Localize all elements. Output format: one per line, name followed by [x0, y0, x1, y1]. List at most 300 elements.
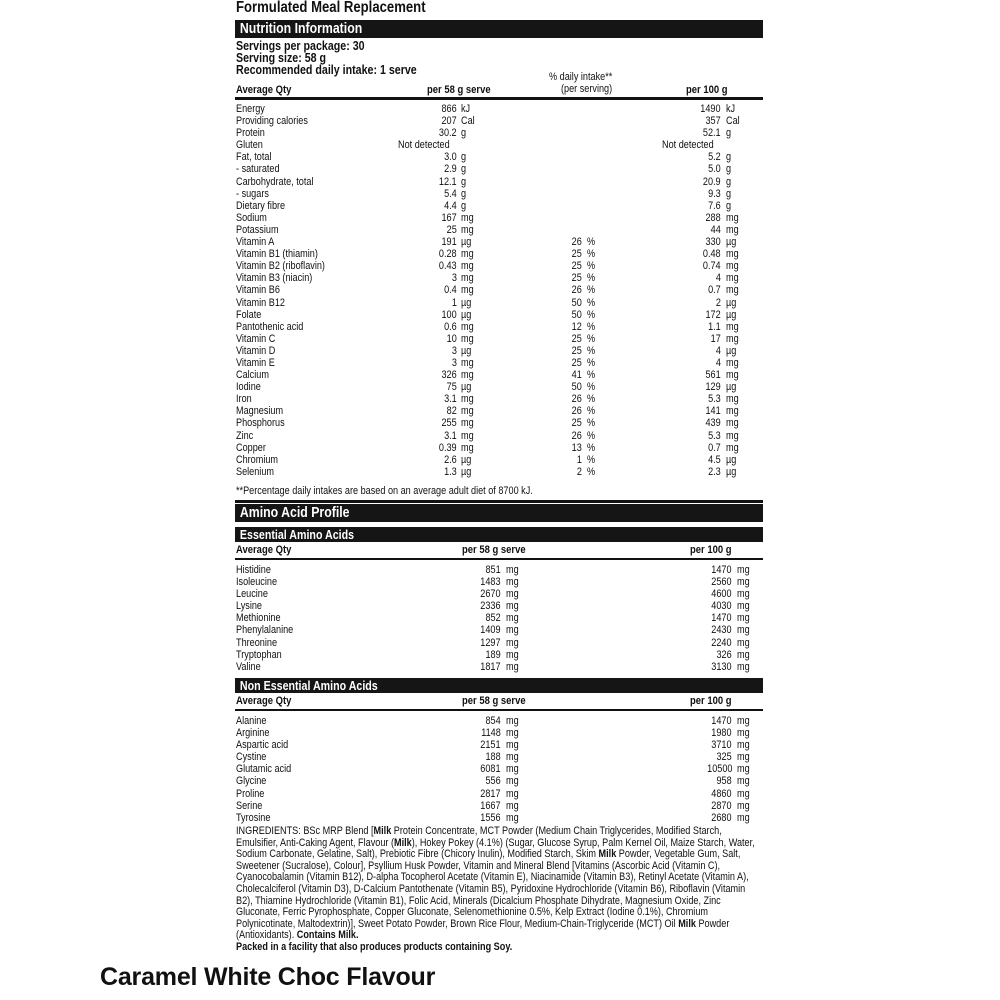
- daily-intake-unit: %: [587, 248, 596, 261]
- per-100g-value: 1.1: [708, 320, 721, 333]
- per-100g-unit: mg: [737, 648, 750, 661]
- table-row: [235, 381, 763, 393]
- per-serve-unit: mg: [506, 624, 519, 637]
- per-100g-value: 1470: [711, 564, 732, 576]
- table-row: [235, 188, 763, 200]
- table-row: [235, 248, 763, 260]
- table-row: [235, 564, 763, 576]
- table-row: [235, 739, 763, 751]
- per-serve-value: 255: [441, 417, 457, 430]
- per-serve-value: 1148: [481, 727, 501, 740]
- per-100g-unit: µg: [726, 344, 737, 357]
- table-row: [235, 103, 763, 115]
- section-rule: [235, 500, 763, 503]
- daily-intake-value: 26: [571, 284, 582, 297]
- per-100g-unit: g: [726, 163, 732, 176]
- per-serve-value: 30.2: [439, 127, 457, 140]
- per-100g-value: 7.6: [708, 199, 721, 212]
- nutrient-name: Pantothenic acid: [236, 320, 304, 333]
- per-serve-value: 3: [451, 272, 457, 285]
- nonessential-amino-bar: [235, 678, 763, 693]
- per-serve-unit: mg: [461, 417, 474, 430]
- per-serve-value: 1667: [480, 799, 501, 812]
- nutrient-name: Vitamin D: [236, 344, 276, 357]
- per-100g-unit: mg: [737, 763, 750, 776]
- per-serve-unit: mg: [461, 272, 474, 285]
- per-100g-unit: mg: [726, 405, 739, 418]
- per-serve-unit: µg: [461, 236, 472, 249]
- table-row: [235, 417, 763, 429]
- per-100g-value: 958: [716, 775, 732, 788]
- per-serve-unit: mg: [461, 356, 474, 369]
- per-100g-value: 288: [705, 211, 721, 224]
- daily-intake-value: 50: [571, 308, 582, 321]
- per-100g-value: 20.9: [703, 175, 721, 188]
- per-100g-value: 2240: [711, 636, 732, 649]
- per-serve-value: 4.4: [444, 199, 457, 212]
- per-100g-unit: µg: [726, 236, 737, 249]
- table-row: [235, 272, 763, 284]
- per-100g-unit: mg: [737, 811, 750, 824]
- per-serve-value: 3.1: [444, 429, 457, 442]
- amino-name: Alanine: [236, 715, 267, 727]
- daily-intake-value: 25: [571, 260, 582, 273]
- col-average-qty: Average Qty: [236, 695, 292, 707]
- per-100g-unit: mg: [737, 564, 750, 576]
- table-row: [235, 333, 763, 345]
- ingredients-text: [236, 826, 762, 954]
- per-serve-value: 1817: [480, 660, 501, 673]
- table-row: [235, 127, 763, 139]
- per-serve-unit: mg: [461, 284, 474, 297]
- per-100g-unit: g: [726, 127, 732, 140]
- per-serve-unit: µg: [461, 308, 472, 321]
- amino-name: Methionine: [236, 612, 281, 625]
- per-100g-value: 0.7: [708, 284, 721, 297]
- per-100g-value: 1470: [711, 715, 732, 727]
- daily-intake-unit: %: [587, 260, 596, 273]
- per-serve-value: 12.1: [439, 175, 457, 188]
- essential-amino-table: [235, 564, 763, 673]
- per-100g-value: 52.1: [703, 127, 721, 140]
- per-100g-value: 439: [705, 417, 721, 430]
- col-daily-intake: % daily intake**: [549, 71, 613, 83]
- per-serve-unit: mg: [506, 564, 519, 576]
- nutrient-name: - saturated: [236, 163, 280, 176]
- essential-title: Essential Amino Acids: [239, 527, 355, 542]
- allergen-text: Milk: [393, 836, 412, 849]
- per-100g-value: 10500: [706, 763, 732, 776]
- table-row: [235, 612, 763, 624]
- daily-intake-value: 13: [571, 441, 582, 454]
- per-100g-value: 4.5: [708, 453, 721, 466]
- per-100g-unit: mg: [726, 284, 739, 297]
- daily-intake-value: 26: [571, 393, 582, 406]
- table-row: [235, 624, 763, 636]
- nutrient-name: Magnesium: [236, 405, 284, 418]
- per-100g-unit: g: [726, 187, 732, 200]
- per-100g-value: 129: [705, 381, 721, 394]
- nutrient-name: Zinc: [236, 429, 254, 442]
- per-100g-value: 4030: [711, 600, 732, 613]
- nutrient-name: Potassium: [236, 223, 279, 236]
- per-100g-unit: g: [726, 151, 732, 164]
- flavour-title: Caramel White Choc Flavour: [100, 963, 436, 991]
- col-daily-sub: (per serving): [561, 83, 613, 95]
- per-100g-value: 325: [716, 751, 732, 764]
- per-serve-value: 1: [451, 296, 457, 309]
- per-100g-unit: mg: [726, 369, 739, 382]
- per-100g-value: 4860: [711, 787, 732, 800]
- essential-column-header: [235, 544, 763, 558]
- per-100g-value: 2.3: [708, 465, 721, 478]
- per-100g-unit: mg: [726, 248, 739, 261]
- allergen-text: Milk: [598, 848, 617, 861]
- nutrient-name: Carbohydrate, total: [236, 175, 314, 188]
- nonessential-column-header: [235, 695, 763, 709]
- per-100g-unit: mg: [726, 429, 739, 442]
- per-serve-value: 866: [441, 103, 457, 115]
- per-serve-value: 854: [485, 715, 501, 727]
- table-row: [235, 236, 763, 248]
- per-100g-value: Not detected: [662, 139, 714, 152]
- table-row: [235, 284, 763, 296]
- per-serve-value: 6081: [480, 763, 501, 776]
- per-100g-unit: mg: [737, 600, 750, 613]
- per-serve-value: 82: [446, 405, 457, 418]
- per-serve-value: 0.6: [444, 320, 457, 333]
- amino-name: Tryptophan: [236, 648, 282, 661]
- per-100g-unit: mg: [726, 332, 739, 345]
- per-100g-unit: µg: [726, 296, 737, 309]
- nutrition-title: Nutrition Information: [239, 20, 363, 37]
- per-serve-unit: g: [461, 187, 467, 200]
- nutrient-name: Providing calories: [236, 115, 308, 128]
- per-100g-unit: mg: [737, 775, 750, 788]
- per-serve-value: 852: [485, 612, 501, 625]
- per-100g-unit: µg: [726, 308, 737, 321]
- per-serve-unit: mg: [461, 369, 474, 382]
- nutrition-column-header: [235, 84, 763, 98]
- per-100g-value: 326: [716, 648, 732, 661]
- per-serve-unit: µg: [461, 344, 472, 357]
- amino-name: Histidine: [236, 564, 271, 576]
- nutrient-name: Copper: [236, 441, 266, 454]
- per-serve-unit: mg: [506, 715, 519, 727]
- per-serve-value: 1.3: [444, 465, 457, 478]
- header-rule: [235, 97, 763, 100]
- nonessential-amino-table: [235, 715, 763, 824]
- per-100g-value: 2560: [711, 576, 732, 589]
- per-serve-value: 0.28: [439, 248, 457, 261]
- daily-intake-unit: %: [587, 308, 596, 321]
- table-row: [235, 588, 763, 600]
- per-100g-unit: kJ: [726, 103, 736, 115]
- nutrient-name: Vitamin B6: [236, 284, 280, 297]
- ingredient-text: Powder, Vegetable Gum, Salt, Sweetener (Sucralose), Colour], Psyllium Husk Powder, Vitamin and Mineral Blend [Vitamins (Ascorbic Acid (Vitamin C), Cyanocobalamin (Vitamin B12), D-alpha Tocopherol Acetate (Vitamin E), Niacinamide (Vitamin B3), Retinyl Acetate (Vitamin A), Cholecalciferol (Vitamin D3), D-Calcium Pantothenate (Vitamin B5), Pyridoxine Hydrochloride (Vitamin B6), Riboflavin (Vitamin B2), Thiamine Hydrochloride (Vitamin B1), Folic Acid, Minerals (Dicalcium Phosphate Dihydrate, Magnesium Oxide, Zinc Gluconate, Ferric Pyrophosphate, Copper Gluconate, Selenomethionine 0.5%, Kelp Extract (Iodine 0.1%), Chromium Polynicotinate, Maltodextrin)], Sweet Potato Powder, Brown Rice Flour, Medium-Chain-Triglyceride (MCT) Oil: [236, 848, 749, 930]
- amino-name: Arginine: [236, 727, 270, 740]
- nutrient-name: Phosphorus: [236, 417, 285, 430]
- per-100g-unit: mg: [737, 636, 750, 649]
- per-serve-value: 2151: [480, 739, 501, 752]
- daily-intake-unit: %: [587, 369, 596, 382]
- per-serve-value: 1297: [480, 636, 501, 649]
- amino-name: Glutamic acid: [236, 763, 292, 776]
- per-100g-unit: mg: [737, 727, 750, 740]
- per-serve-value: 10: [446, 332, 457, 345]
- allergen-text: Milk: [373, 825, 392, 837]
- table-row: [235, 751, 763, 763]
- per-100g-value: 0.74: [703, 260, 721, 273]
- ingredient-text: Powder (Antioxidants).: [236, 917, 730, 942]
- per-100g-unit: mg: [726, 320, 739, 333]
- per-100g-unit: mg: [737, 799, 750, 812]
- col-per-100g: per 100 g: [690, 544, 732, 556]
- daily-intake-unit: %: [587, 405, 596, 418]
- amino-name: Aspartic acid: [236, 739, 289, 752]
- ingredient-text: ), Hokey Pokey (4.1%) (Sugar, Glucose Syrup, Palm Kernel Oil, Maize Starch, Water, Sodium Carbonate, Gelatine, Salt), Prebiotic Fibre (Chicory Inulin), Modified Starch, Skim: [236, 836, 755, 861]
- per-serve-unit: mg: [506, 739, 519, 752]
- essential-rule: [235, 558, 763, 560]
- per-100g-unit: µg: [726, 381, 737, 394]
- per-100g-value: 4: [715, 344, 721, 357]
- daily-intake-value: 12: [571, 320, 582, 333]
- table-row: [235, 788, 763, 800]
- serving-size: Serving size: 58 g: [236, 50, 327, 65]
- table-row: [235, 405, 763, 417]
- table-row: [235, 176, 763, 188]
- per-100g-unit: mg: [726, 260, 739, 273]
- table-row: [235, 727, 763, 739]
- table-row: [235, 200, 763, 212]
- daily-intake-value: 2: [576, 465, 582, 478]
- amino-name: Serine: [236, 799, 263, 812]
- essential-amino-bar: [235, 527, 763, 542]
- per-serve-value: 556: [485, 775, 501, 788]
- nutrient-name: Calcium: [236, 369, 269, 382]
- nutrient-name: Vitamin C: [236, 332, 276, 345]
- footnote: **Percentage daily intakes are based on an average adult diet of 8700 kJ.: [236, 485, 533, 497]
- per-serve-unit: mg: [506, 612, 519, 625]
- recommended-intake: Recommended daily intake: 1 serve: [236, 62, 417, 77]
- per-100g-unit: Cal: [726, 115, 740, 128]
- daily-intake-value: 1: [576, 453, 582, 466]
- table-row: [235, 224, 763, 236]
- ingredient-text: INGREDIENTS: BSc MRP Blend [: [236, 825, 374, 837]
- table-row: [235, 297, 763, 309]
- table-row: [235, 800, 763, 812]
- per-serve-value: 5.4: [444, 187, 457, 200]
- nutrient-name: Energy: [236, 103, 265, 115]
- per-serve-value: 851: [485, 564, 501, 576]
- daily-intake-unit: %: [587, 296, 596, 309]
- per-serve-value: Not detected: [398, 139, 450, 152]
- daily-intake-value: 26: [571, 429, 582, 442]
- nonessential-title: Non Essential Amino Acids: [239, 678, 378, 693]
- amino-name: Phenylalanine: [236, 624, 294, 637]
- per-serve-unit: mg: [461, 248, 474, 261]
- table-row: [235, 600, 763, 612]
- table-row: [235, 763, 763, 775]
- daily-intake-unit: %: [587, 356, 596, 369]
- daily-intake-value: 50: [571, 381, 582, 394]
- nutrient-name: Gluten: [236, 139, 263, 152]
- per-serve-unit: mg: [506, 787, 519, 800]
- amino-name: Tyrosine: [236, 811, 271, 824]
- allergen-text: Milk: [678, 917, 696, 930]
- per-100g-unit: mg: [737, 787, 750, 800]
- per-serve-unit: mg: [506, 600, 519, 613]
- daily-intake-value: 25: [571, 332, 582, 345]
- col-per-100g: per 100 g: [690, 695, 732, 707]
- per-100g-value: 2870: [711, 799, 732, 812]
- table-row: [235, 369, 763, 381]
- table-row: [235, 576, 763, 588]
- nutrient-name: Vitamin B1 (thiamin): [236, 248, 318, 261]
- nutrient-name: - sugars: [236, 187, 269, 200]
- per-serve-value: 100: [441, 308, 457, 321]
- per-serve-unit: µg: [461, 465, 472, 478]
- per-100g-value: 5.3: [708, 429, 721, 442]
- per-100g-value: 0.48: [703, 248, 721, 261]
- col-per-serve: per 58 g serve: [462, 695, 526, 707]
- per-serve-unit: mg: [506, 763, 519, 776]
- per-100g-unit: mg: [737, 715, 750, 727]
- daily-intake-value: 25: [571, 248, 582, 261]
- per-serve-unit: mg: [461, 405, 474, 418]
- per-100g-value: 1980: [711, 727, 732, 740]
- per-100g-unit: mg: [726, 417, 739, 430]
- per-serve-unit: mg: [506, 811, 519, 824]
- per-100g-value: 4: [715, 272, 721, 285]
- per-100g-unit: mg: [737, 588, 750, 601]
- per-100g-unit: µg: [726, 465, 737, 478]
- per-100g-value: 1470: [711, 612, 732, 625]
- amino-name: Threonine: [236, 636, 278, 649]
- daily-intake-unit: %: [587, 429, 596, 442]
- table-row: [235, 393, 763, 405]
- table-row: [235, 812, 763, 824]
- per-serve-value: 326: [441, 369, 457, 382]
- per-100g-unit: mg: [737, 576, 750, 589]
- per-serve-value: 1409: [480, 624, 501, 637]
- nutrition-information-bar: [235, 20, 763, 38]
- per-serve-unit: mg: [506, 588, 519, 601]
- amino-name: Lysine: [236, 600, 263, 613]
- daily-intake-unit: %: [587, 332, 596, 345]
- per-100g-value: 4: [715, 356, 721, 369]
- daily-intake-unit: %: [587, 284, 596, 297]
- per-serve-unit: µg: [461, 453, 472, 466]
- per-100g-value: 2680: [711, 811, 732, 824]
- daily-intake-value: 25: [571, 272, 582, 285]
- nutrient-name: Fat, total: [236, 151, 272, 164]
- per-100g-unit: mg: [726, 441, 739, 454]
- per-serve-unit: kJ: [461, 103, 471, 115]
- nutrient-name: Protein: [236, 127, 265, 140]
- per-100g-unit: mg: [737, 739, 750, 752]
- per-100g-value: 357: [705, 115, 721, 128]
- per-100g-unit: mg: [726, 393, 739, 406]
- daily-intake-unit: %: [587, 381, 596, 394]
- per-100g-value: 4600: [711, 588, 732, 601]
- per-serve-unit: mg: [461, 211, 474, 224]
- table-row: [235, 260, 763, 272]
- per-serve-value: 2817: [480, 787, 501, 800]
- per-serve-unit: g: [461, 127, 467, 140]
- col-per-serve: per 58 g serve: [462, 544, 526, 556]
- per-100g-unit: mg: [726, 356, 739, 369]
- nutrition-table: [235, 103, 763, 478]
- table-row: [235, 309, 763, 321]
- per-serve-value: 1556: [480, 811, 501, 824]
- ingredient-text: Protein Concentrate, MCT Powder (Medium Chain Triglycerides, Modified Starch, Emulsifier, Anti-Caking Agent, Flavour (: [236, 825, 722, 849]
- per-serve-unit: g: [461, 151, 467, 164]
- daily-intake-value: 41: [571, 369, 582, 382]
- col-per-serve: per 58 g serve: [427, 84, 491, 96]
- col-average-qty: Average Qty: [236, 84, 292, 96]
- per-100g-value: 141: [705, 405, 721, 418]
- per-serve-value: 2670: [480, 588, 501, 601]
- amino-name: Cystine: [236, 751, 267, 764]
- per-serve-value: 189: [485, 648, 501, 661]
- per-serve-value: 3: [451, 356, 457, 369]
- per-100g-unit: µg: [726, 453, 737, 466]
- per-100g-value: 2: [715, 296, 721, 309]
- daily-intake-unit: %: [587, 236, 596, 249]
- nutrient-name: Sodium: [236, 211, 267, 224]
- per-serve-unit: g: [461, 163, 467, 176]
- per-serve-unit: mg: [461, 441, 474, 454]
- daily-intake-value: 26: [571, 405, 582, 418]
- per-100g-value: 172: [705, 308, 721, 321]
- daily-intake-value: 25: [571, 417, 582, 430]
- col-average-qty: Average Qty: [236, 544, 292, 556]
- per-serve-value: 2336: [480, 600, 501, 613]
- amino-name: Glycine: [236, 775, 267, 788]
- nutrient-name: Selenium: [236, 465, 274, 478]
- per-100g-unit: mg: [737, 660, 750, 673]
- per-serve-value: 3.1: [444, 393, 457, 406]
- daily-intake-value: 50: [571, 296, 582, 309]
- nutrient-name: Vitamin E: [236, 356, 275, 369]
- table-row: [235, 430, 763, 442]
- amino-name: Valine: [236, 660, 261, 673]
- table-row: [235, 151, 763, 163]
- per-100g-value: 17: [710, 332, 721, 345]
- contains-statement: Contains Milk.: [296, 929, 359, 942]
- per-serve-value: 3.0: [444, 151, 457, 164]
- per-100g-value: 5.3: [708, 393, 721, 406]
- per-100g-value: 561: [705, 369, 721, 382]
- per-100g-unit: mg: [737, 624, 750, 637]
- per-serve-unit: mg: [506, 576, 519, 589]
- per-serve-value: 0.43: [439, 260, 457, 273]
- per-100g-unit: mg: [726, 211, 739, 224]
- nutrient-name: Vitamin B2 (riboflavin): [236, 260, 325, 273]
- per-100g-value: 3710: [711, 739, 732, 752]
- table-row: [235, 637, 763, 649]
- table-row: [235, 454, 763, 466]
- amino-name: Leucine: [236, 588, 268, 601]
- table-row: [235, 115, 763, 127]
- per-serve-unit: mg: [506, 727, 519, 740]
- nutrient-name: Iodine: [236, 381, 261, 394]
- nutrient-name: Vitamin A: [236, 236, 275, 249]
- per-serve-value: 1483: [480, 576, 501, 589]
- per-serve-unit: mg: [461, 260, 474, 273]
- per-serve-unit: mg: [461, 393, 474, 406]
